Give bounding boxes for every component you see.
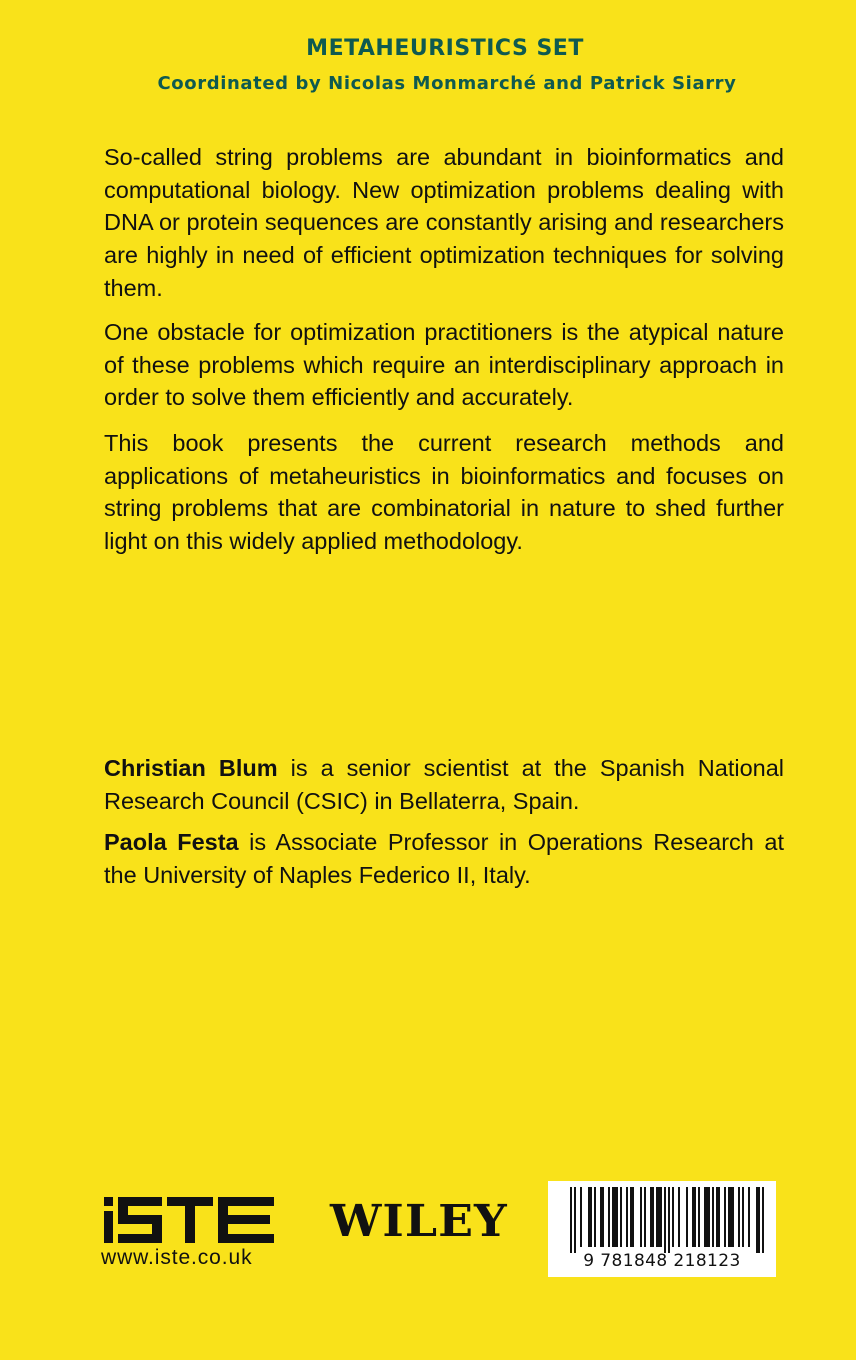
- barcode-bar: [608, 1187, 610, 1247]
- barcode-bar: [748, 1187, 750, 1247]
- barcode-bar: [724, 1187, 726, 1247]
- barcode-bar: [588, 1187, 592, 1247]
- barcode-bar: [626, 1187, 628, 1247]
- barcode-bar: [704, 1187, 710, 1247]
- barcode-bar: [620, 1187, 622, 1247]
- barcode-bar: [580, 1187, 582, 1247]
- barcode-bar: [756, 1187, 760, 1253]
- barcode-bar: [574, 1187, 576, 1253]
- series-title: METAHEURISTICS SET: [306, 36, 584, 61]
- barcode-bar: [716, 1187, 720, 1247]
- series-coordinators: Coordinated by Nicolas Monmarché and Patrick Siarry: [157, 73, 737, 94]
- isbn-barcode: [548, 1181, 776, 1277]
- barcode-bar: [630, 1187, 634, 1247]
- barcode-bar: [762, 1187, 764, 1253]
- author-bio-2: [104, 826, 784, 891]
- barcode-bar: [686, 1187, 688, 1247]
- barcode-bar: [728, 1187, 734, 1247]
- iste-logo: [104, 1195, 276, 1245]
- description-paragraph-2: One obstacle for optimization practitioners is the atypical nature of these problems which require an interdisciplinary approach in order to solve them efficiently and accurately.: [104, 319, 784, 411]
- barcode-bar: [664, 1187, 666, 1253]
- description-paragraph-3: This book presents the current research methods and applications of metaheuristics in bioinformatics and focuses on string problems that are combinatorial in nature to shed further light on this widely applied methodology.: [104, 430, 784, 555]
- barcode-bar: [692, 1187, 696, 1247]
- barcode-bar: [672, 1187, 674, 1247]
- barcode-bar: [678, 1187, 680, 1247]
- barcode-bars: [570, 1187, 766, 1253]
- barcode-bar: [570, 1187, 572, 1253]
- barcode-bar: [712, 1187, 714, 1247]
- barcode-bar: [742, 1187, 744, 1247]
- author-bio-1: [104, 752, 784, 817]
- barcode-bar: [640, 1187, 642, 1247]
- description-paragraph-1: So-called string problems are abundant in bioinformatics and computational biology. New optimization problems dealing with DNA or protein sequences are constantly arising and researchers are highly in need of efficient optimization techniques for solving them.: [104, 144, 784, 301]
- barcode-bar: [668, 1187, 670, 1253]
- barcode-bar: [656, 1187, 662, 1247]
- author-name-2: Paola Festa: [104, 829, 239, 855]
- author-name-1: Christian Blum: [104, 755, 278, 781]
- barcode-bar: [650, 1187, 654, 1247]
- wiley-logo: WILEY: [330, 1196, 508, 1247]
- barcode-bar: [594, 1187, 596, 1247]
- iste-url: www.iste.co.uk: [101, 1246, 253, 1269]
- isbn-digits: 9 781848 218123: [583, 1251, 741, 1271]
- barcode-bar: [644, 1187, 646, 1247]
- barcode-bar: [612, 1187, 618, 1247]
- barcode-bar: [738, 1187, 740, 1247]
- author-bio-text-1: is a senior scientist at the Spanish National Research Council (CSIC) in Bellaterra, Spain.: [104, 755, 784, 814]
- barcode-bar: [698, 1187, 700, 1247]
- author-bio-text-2: is Associate Professor in Operations Research at the University of Naples Federico II, Italy.: [104, 829, 784, 888]
- barcode-bar: [600, 1187, 604, 1247]
